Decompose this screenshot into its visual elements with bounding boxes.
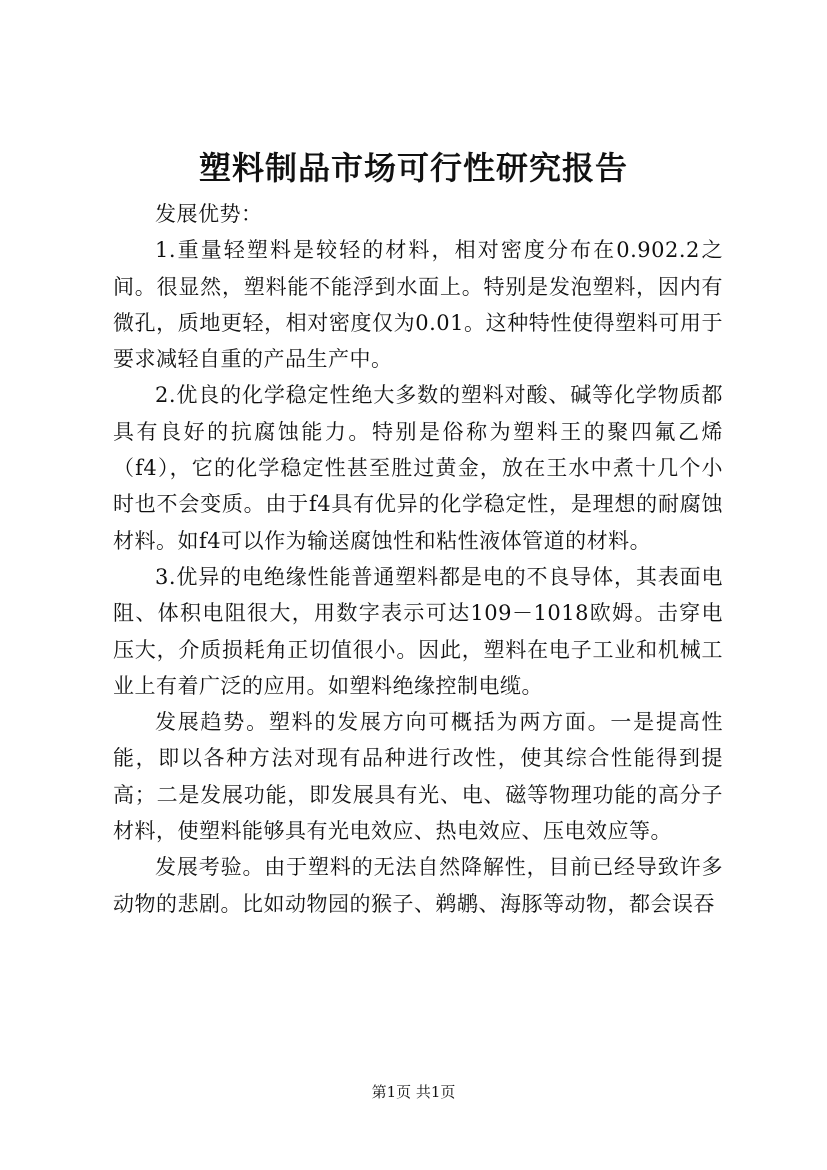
paragraph-electrical-insulation: 3.优异的电绝缘性能普通塑料都是电的不良导体，其表面电阻、体积电阻很大，用数字表示可达109－1018欧姆。击穿电压大，介质损耗角正切值很小。因此，塑料在电子工业和机械工业上有着广泛的应用。如塑料绝缘控制电缆。 <box>113 564 723 698</box>
paragraph-heading-advantages: 发展优势： <box>155 202 263 226</box>
paragraph-chemical-stability: 2.优良的化学稳定性绝大多数的塑料对酸、碱等化学物质都具有良好的抗腐蚀能力。特别是俗称为塑料王的聚四氟乙烯（f4），它的化学稳定性甚至胜过黄金，放在王水中煮十几个小时也不会变质。由于f4具有优异的化学稳定性，是理想的耐腐蚀材料。如f4可以作为输送腐蚀性和粘性液体管道的材料。 <box>113 383 723 553</box>
document-title: 塑料制品市场可行性研究报告 <box>198 149 628 187</box>
paragraph-light-weight: 1.重量轻塑料是较轻的材料，相对密度分布在0.902.2之间。很显然，塑料能不能浮到水面上。特别是发泡塑料，因内有微孔，质地更轻，相对密度仅为0.01。这种特性使得塑料可用于要求减轻自重的产品生产中。 <box>113 238 723 372</box>
paragraph-development-trend: 发展趋势。塑料的发展方向可概括为两方面。一是提高性能，即以各种方法对现有品种进行改性，使其综合性能得到提高；二是发展功能，即发展具有光、电、磁等物理功能的高分子材料，使塑料能够具有光电效应、热电效应、压电效应等。 <box>113 710 723 844</box>
page-number-label: 第1页 共1页 <box>371 1083 456 1101</box>
document-body <box>113 196 723 922</box>
paragraph-development-challenge: 发展考验。由于塑料的无法自然降解性，目前已经导致许多动物的悲剧。比如动物园的猴子、鹈鹕、海豚等动物，都会误吞 <box>113 855 723 916</box>
page-footer <box>0 1082 827 1102</box>
